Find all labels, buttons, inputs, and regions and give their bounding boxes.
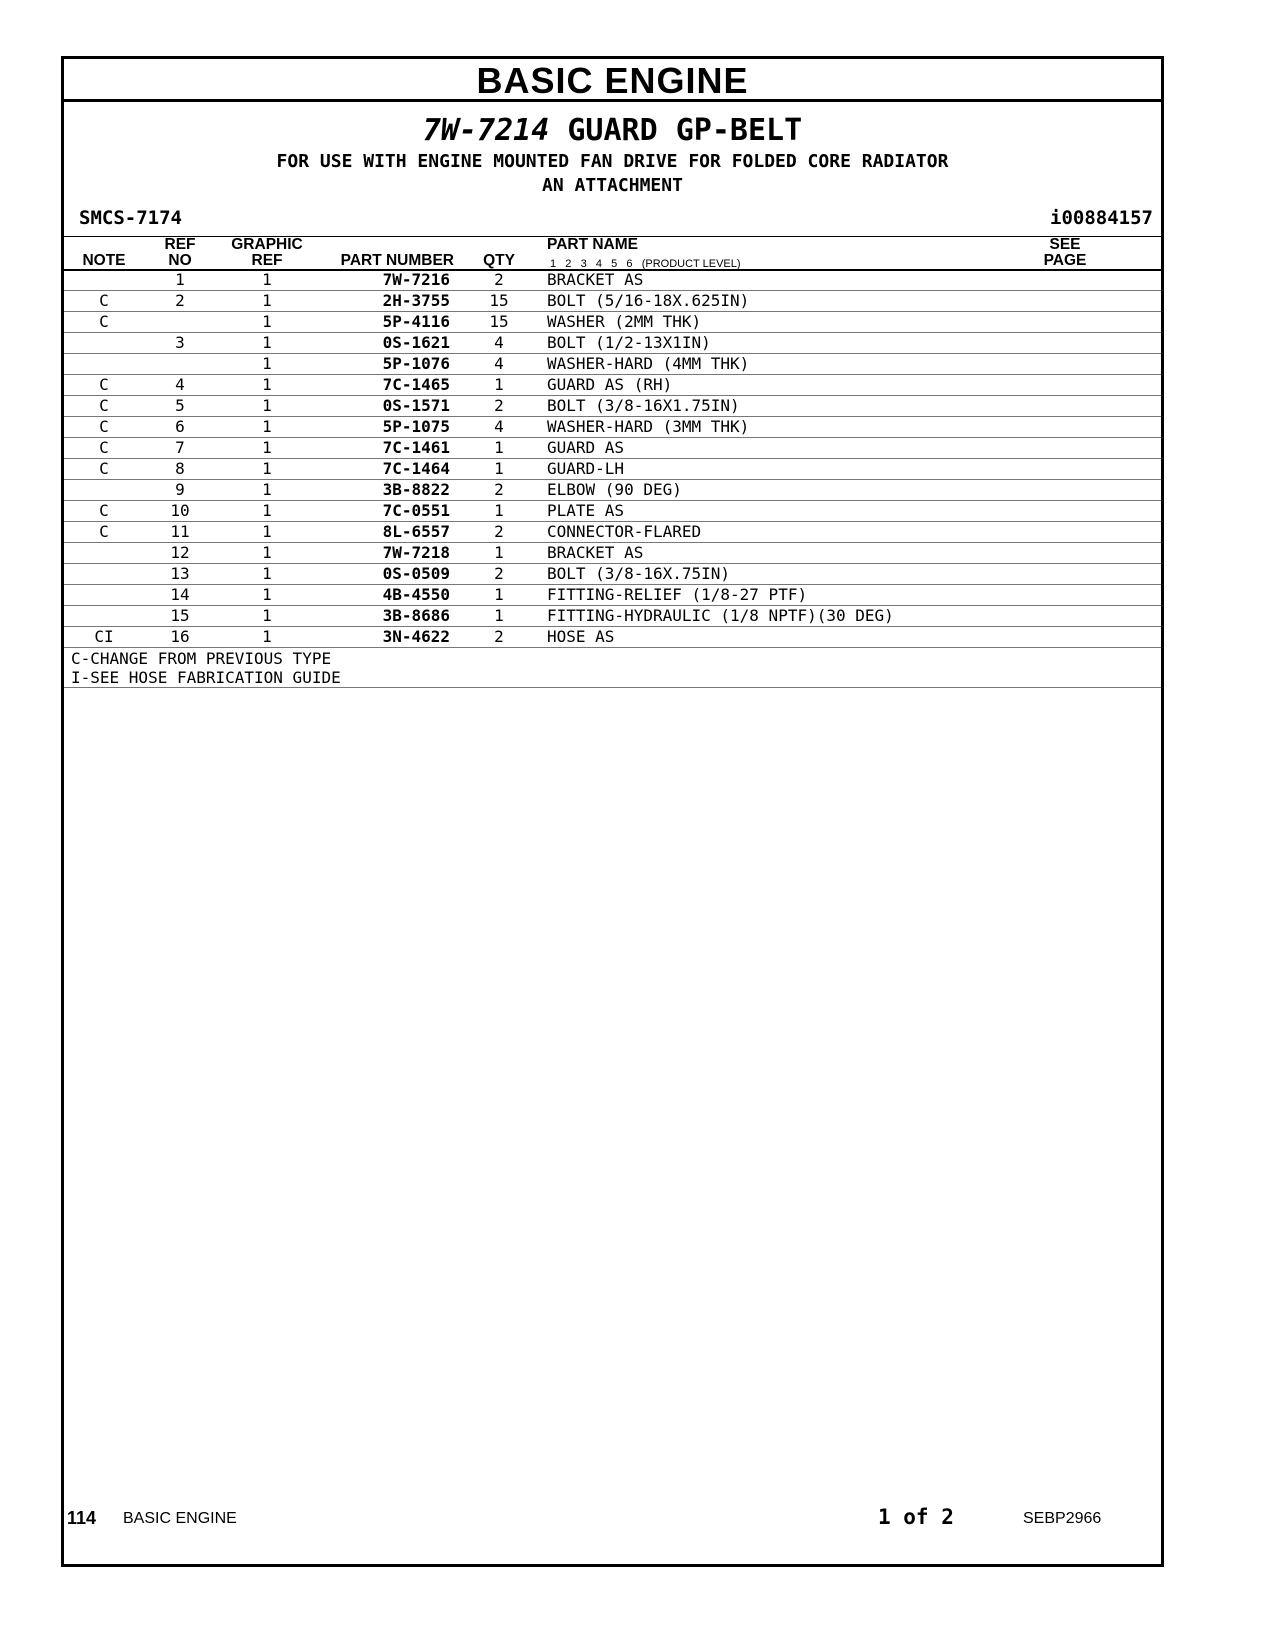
note-line: C-CHANGE FROM PREVIOUS TYPE xyxy=(71,649,332,668)
row-graphic-ref: 1 xyxy=(262,270,272,289)
row-qty: 1 xyxy=(494,375,504,394)
row-qty: 15 xyxy=(489,291,509,310)
row-part-name: FITTING-HYDRAULIC (1/8 NPTF)(30 DEG) xyxy=(547,606,894,625)
table-row xyxy=(64,270,1161,291)
row-note: C xyxy=(99,438,109,457)
row-qty: 1 xyxy=(494,501,504,520)
row-ref-no: 2 xyxy=(175,291,185,310)
row-graphic-ref: 1 xyxy=(262,564,272,583)
row-part-number: 3N-4622 xyxy=(382,627,450,646)
row-part-number: 8L-6557 xyxy=(382,522,450,541)
row-graphic-ref: 1 xyxy=(262,354,272,373)
row-graphic-ref: 1 xyxy=(262,501,272,520)
row-graphic-ref: 1 xyxy=(262,375,272,394)
table-row xyxy=(64,333,1161,354)
row-part-number: 5P-4116 xyxy=(382,312,450,331)
table-row xyxy=(64,417,1161,438)
row-note: C xyxy=(99,501,109,520)
header-graphic-top: GRAPHIC xyxy=(231,236,303,253)
row-qty: 1 xyxy=(494,585,504,604)
row-note: C xyxy=(99,291,109,310)
table-row xyxy=(64,375,1161,396)
row-part-name: WASHER-HARD (3MM THK) xyxy=(547,417,750,436)
row-graphic-ref: 1 xyxy=(262,627,272,646)
row-ref-no: 13 xyxy=(170,564,190,583)
row-qty: 1 xyxy=(494,543,504,562)
row-part-name: BRACKET AS xyxy=(547,270,644,289)
row-ref-no: 7 xyxy=(175,438,185,457)
row-part-number: 3B-8686 xyxy=(382,606,450,625)
row-part-name: BOLT (5/16-18X.625IN) xyxy=(547,291,750,310)
table-header xyxy=(64,236,1161,271)
row-graphic-ref: 1 xyxy=(262,459,272,478)
row-qty: 2 xyxy=(494,270,504,289)
row-ref-no: 12 xyxy=(170,543,190,562)
table-row xyxy=(64,585,1161,606)
group-number: 7W-7214 xyxy=(422,113,550,148)
table-row xyxy=(64,459,1161,480)
footer-page-of: 1 of 2 xyxy=(878,1505,954,1529)
row-part-name: PLATE AS xyxy=(547,501,625,520)
description-line-1: FOR USE WITH ENGINE MOUNTED FAN DRIVE FOR FOLDED CORE RADIATOR xyxy=(276,151,949,172)
header-ref-bottom: NO xyxy=(168,252,192,269)
row-qty: 2 xyxy=(494,564,504,583)
row-qty: 1 xyxy=(494,459,504,478)
row-note: CI xyxy=(94,627,114,646)
note-line: I-SEE HOSE FABRICATION GUIDE xyxy=(71,668,341,687)
row-graphic-ref: 1 xyxy=(262,543,272,562)
header-ref xyxy=(154,237,206,269)
header-part-name: PART NAME xyxy=(547,236,638,253)
row-part-name: WASHER (2MM THK) xyxy=(547,312,702,331)
table-row xyxy=(64,522,1161,543)
row-ref-no: 9 xyxy=(175,480,185,499)
row-qty: 2 xyxy=(494,480,504,499)
row-graphic-ref: 1 xyxy=(262,312,272,331)
row-graphic-ref: 1 xyxy=(262,606,272,625)
row-graphic-ref: 1 xyxy=(262,522,272,541)
section-title: BASIC ENGINE xyxy=(476,60,749,101)
row-part-number: 0S-0509 xyxy=(382,564,450,583)
header-see-bottom: PAGE xyxy=(1043,252,1087,269)
row-graphic-ref: 1 xyxy=(262,396,272,415)
row-qty: 4 xyxy=(494,354,504,373)
row-note: C xyxy=(99,375,109,394)
row-graphic-ref: 1 xyxy=(262,585,272,604)
row-graphic-ref: 1 xyxy=(262,480,272,499)
parts-rows xyxy=(64,270,1161,648)
row-qty: 2 xyxy=(494,396,504,415)
row-ref-no: 8 xyxy=(175,459,185,478)
row-graphic-ref: 1 xyxy=(262,438,272,457)
row-part-name: WASHER-HARD (4MM THK) xyxy=(547,354,750,373)
header-graphic-ref xyxy=(229,237,305,269)
row-ref-no: 10 xyxy=(170,501,190,520)
row-part-number: 7C-0551 xyxy=(382,501,450,520)
row-part-number: 5P-1076 xyxy=(382,354,450,373)
row-part-number: 5P-1075 xyxy=(382,417,450,436)
row-note: C xyxy=(99,396,109,415)
table-row xyxy=(64,564,1161,585)
row-note: C xyxy=(99,417,109,436)
footer-section: BASIC ENGINE xyxy=(123,1510,237,1527)
table-row xyxy=(64,480,1161,501)
row-part-number: 0S-1571 xyxy=(382,396,450,415)
row-part-number: 7C-1465 xyxy=(382,375,450,394)
header-see-top: SEE xyxy=(1049,236,1081,253)
table-row xyxy=(64,396,1161,417)
row-part-name: ELBOW (90 DEG) xyxy=(547,480,682,499)
group-title xyxy=(64,113,1161,149)
illustration-id: i00884157 xyxy=(1050,207,1153,229)
row-ref-no: 16 xyxy=(170,627,190,646)
section-title-band xyxy=(64,59,1161,102)
footer-page-number: 114 xyxy=(67,1508,97,1528)
row-ref-no: 1 xyxy=(175,270,185,289)
smcs-code: SMCS-7174 xyxy=(79,207,182,229)
row-ref-no: 14 xyxy=(170,585,190,604)
row-note: C xyxy=(99,522,109,541)
row-qty: 1 xyxy=(494,438,504,457)
row-part-number: 7W-7216 xyxy=(382,270,450,289)
row-part-number: 7C-1461 xyxy=(382,438,450,457)
row-graphic-ref: 1 xyxy=(262,291,272,310)
description-line-2: AN ATTACHMENT xyxy=(542,175,683,196)
row-part-name: CONNECTOR-FLARED xyxy=(547,522,702,541)
footer-doc-number: SEBP2966 xyxy=(1023,1510,1102,1527)
row-qty: 4 xyxy=(494,417,504,436)
group-name: GUARD GP-BELT xyxy=(567,113,803,148)
row-part-number: 2H-3755 xyxy=(382,291,450,310)
row-ref-no: 11 xyxy=(170,522,190,541)
header-ref-top: REF xyxy=(164,236,196,253)
row-part-name: FITTING-RELIEF (1/8-27 PTF) xyxy=(547,585,808,604)
row-part-number: 3B-8822 xyxy=(382,480,450,499)
header-qty: QTY xyxy=(483,252,515,269)
table-row xyxy=(64,501,1161,522)
row-ref-no: 6 xyxy=(175,417,185,436)
header-product-levels: 1 2 3 4 5 6 (PRODUCT LEVEL) xyxy=(550,258,741,270)
header-part-number: PART NUMBER xyxy=(340,252,454,269)
row-part-number: 7C-1464 xyxy=(382,459,450,478)
row-qty: 1 xyxy=(494,606,504,625)
parts-table xyxy=(64,270,1161,688)
row-ref-no: 5 xyxy=(175,396,185,415)
header-see-page xyxy=(1029,237,1101,269)
row-qty: 2 xyxy=(494,522,504,541)
row-part-name: BOLT (3/8-16X1.75IN) xyxy=(547,396,740,415)
table-row xyxy=(64,312,1161,333)
row-graphic-ref: 1 xyxy=(262,417,272,436)
row-part-name: HOSE AS xyxy=(547,627,615,646)
row-part-name: BOLT (1/2-13X1IN) xyxy=(547,333,711,352)
row-note: C xyxy=(99,459,109,478)
header-graphic-bottom: REF xyxy=(251,252,283,269)
table-row xyxy=(64,438,1161,459)
row-part-number: 7W-7218 xyxy=(382,543,450,562)
row-ref-no: 4 xyxy=(175,375,185,394)
row-qty: 2 xyxy=(494,627,504,646)
table-row xyxy=(64,543,1161,564)
row-part-number: 4B-4550 xyxy=(382,585,450,604)
row-part-name: BRACKET AS xyxy=(547,543,644,562)
row-part-name: GUARD AS xyxy=(547,438,625,457)
table-row xyxy=(64,606,1161,627)
row-graphic-ref: 1 xyxy=(262,333,272,352)
table-row xyxy=(64,354,1161,375)
row-qty: 4 xyxy=(494,333,504,352)
row-ref-no: 3 xyxy=(175,333,185,352)
table-row xyxy=(64,291,1161,312)
header-note: NOTE xyxy=(82,252,126,269)
page-frame xyxy=(61,56,1164,1567)
row-note: C xyxy=(99,312,109,331)
row-ref-no: 15 xyxy=(170,606,190,625)
row-part-name: BOLT (3/8-16X.75IN) xyxy=(547,564,731,583)
row-part-name: GUARD AS (RH) xyxy=(547,375,673,394)
row-part-name: GUARD-LH xyxy=(547,459,625,478)
notes-block xyxy=(64,648,1161,688)
row-qty: 15 xyxy=(489,312,509,331)
table-row xyxy=(64,627,1161,648)
row-part-number: 0S-1621 xyxy=(382,333,450,352)
